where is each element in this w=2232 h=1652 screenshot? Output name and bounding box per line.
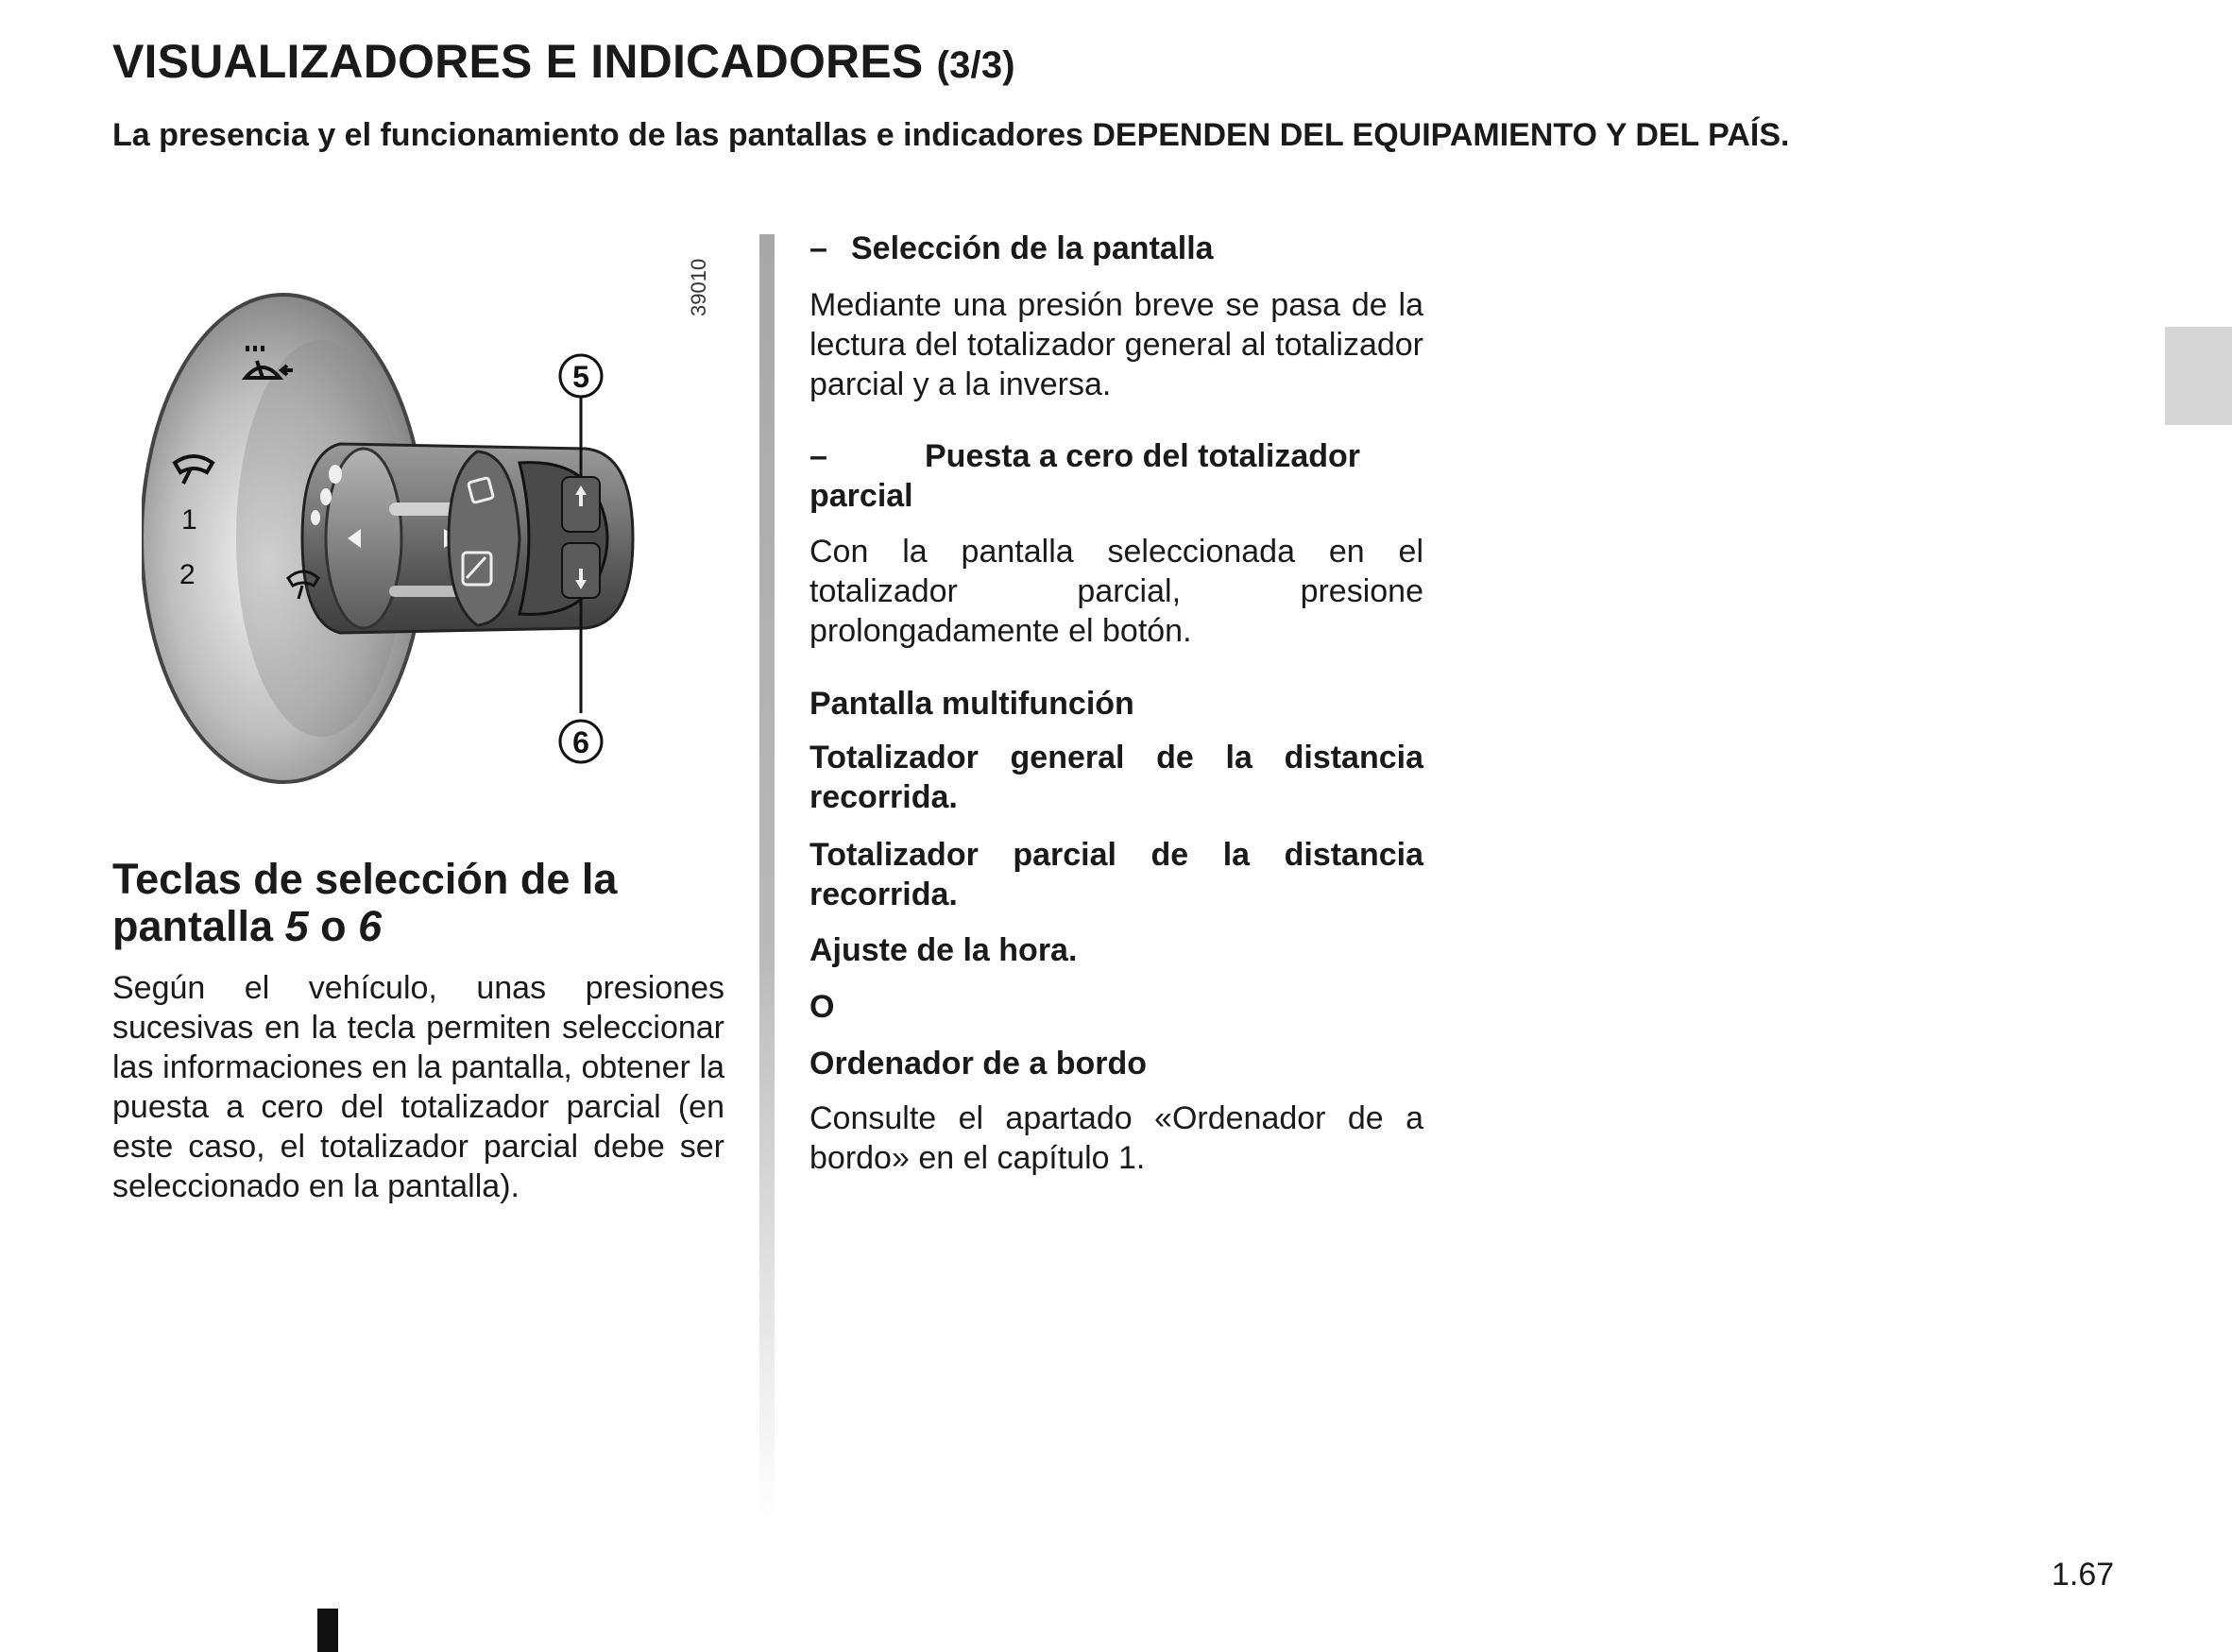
wiper-stalk-illustration [142, 227, 737, 793]
column-divider [759, 234, 775, 1519]
multi-title: Pantalla multifunción [809, 686, 1134, 722]
section-heading-num2: 6 [358, 902, 383, 950]
section-heading-line1: Teclas de selección de la [112, 855, 618, 903]
section-heading-num1: 5 [284, 902, 309, 950]
multi-item-4: Ordenador de a bordo [809, 1046, 1148, 1081]
multi-item-2: Totalizador parcial de la distancia recorrida. [809, 837, 1423, 912]
section-heading [112, 856, 698, 950]
section-paragraph: Según el vehículo, unas presiones sucesivas en la tecla permiten seleccionar las informaciones en la pantalla, obtener la puesta a cero del totalizador parcial (en este caso, el totalizador parcial debe ser seleccionado en la pantalla). [112, 970, 724, 1204]
section-heading-line2: pantalla [112, 902, 274, 950]
multi-item-3: Ajuste de la hora. [809, 932, 1078, 968]
section-heading-or: o [320, 902, 347, 950]
item1-title-text: Selección de la pantalla [851, 230, 1214, 266]
page-title [112, 34, 1015, 89]
multi-or: O [809, 989, 835, 1025]
print-mark [317, 1609, 338, 1652]
item1-text: Mediante una presión breve se pasa de la lectura del totalizador general al totalizador parcial y a la inversa. [809, 287, 1423, 402]
chapter-tab [2165, 327, 2232, 425]
page-number: 1.67 [2052, 1557, 2115, 1592]
final-text: Consulte el apartado «Ordenador de a bordo» en el capítulo 1. [809, 1100, 1423, 1176]
item1-dash: – [809, 230, 827, 266]
item1-title [809, 229, 1423, 268]
speed-label-2: 2 [179, 559, 196, 590]
page-title-part: (3/3) [936, 44, 1015, 86]
figure-code: 39010 [687, 258, 710, 316]
page-subtitle: La presencia y el funcionamiento de las pantallas e indicadores DEPENDEN DEL EQUIPAMIENTO Y DEL PAÍS. [112, 117, 1790, 153]
multi-item-1: Totalizador general de la distancia recorrida. [809, 740, 1423, 815]
callout-6-label: 6 [572, 725, 589, 759]
page-title-text: VISUALIZADORES E INDICADORES [112, 35, 924, 88]
item2-title [809, 436, 1423, 516]
item2-dash: – [809, 438, 827, 474]
item2-title-text: Puesta a cero del totalizador parcial [809, 438, 1361, 514]
item2-text: Con la pantalla seleccionada en el totalizador parcial, presione prolongadamente el botón. [809, 534, 1423, 649]
callout-5-label: 5 [572, 360, 589, 394]
speed-label-1: 1 [181, 504, 197, 536]
